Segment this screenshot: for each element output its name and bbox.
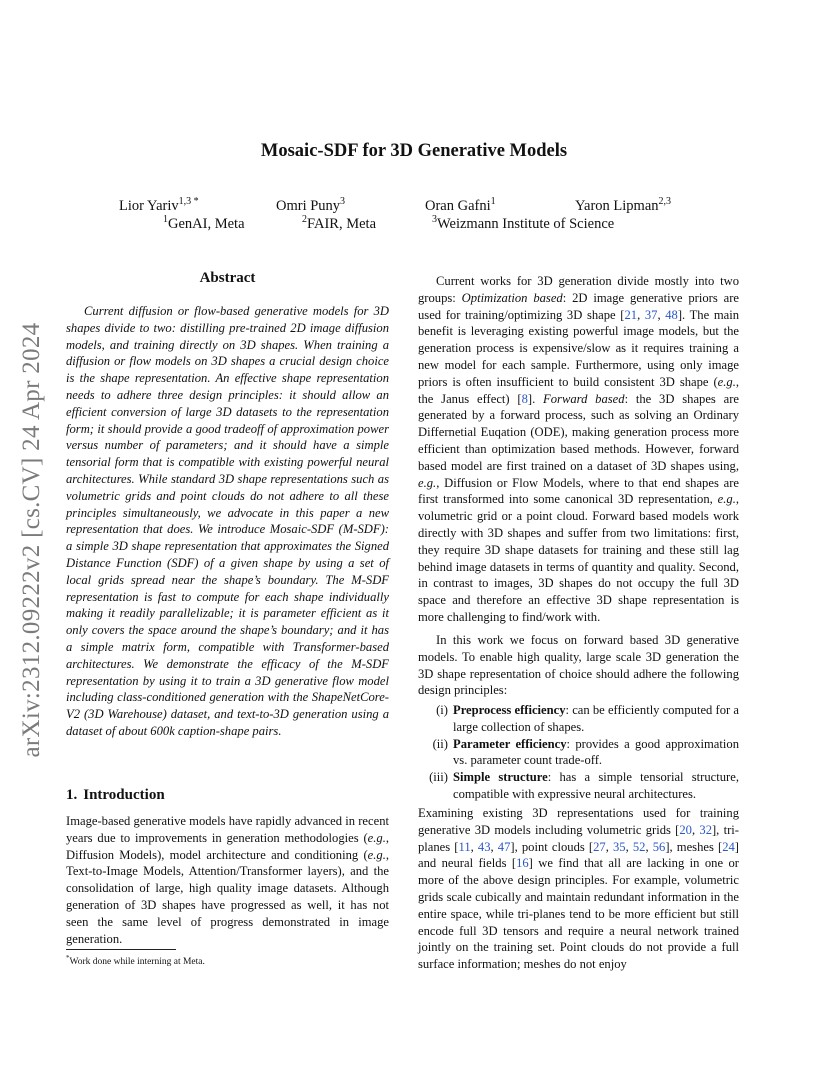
list-item: [418, 736, 739, 770]
citation-link[interactable]: 27: [593, 839, 606, 854]
affil-mark: 1: [163, 214, 168, 226]
section-number: 1.: [66, 787, 78, 803]
text-run: e.g.: [367, 830, 386, 845]
text-run: ]. The main benefit is leveraging existing powerful image models, but the generation process is expensive/slow as it requires training a new model for each sample. Furthermore, using only image priors is often insufficient to build consistent 3D shape (: [418, 307, 739, 389]
text-run: e.g.: [717, 492, 736, 507]
citation-link[interactable]: 11: [458, 839, 471, 854]
list-item: [418, 702, 739, 736]
text-run: ,: [645, 839, 653, 854]
footnote-text: Work done while interning at Meta.: [69, 957, 205, 968]
principle-desc: : can be efficiently computed for a large collection of shapes.: [453, 703, 739, 734]
affil-mark: 3: [432, 214, 437, 226]
citation-link[interactable]: 8: [521, 391, 528, 406]
list-text: [453, 736, 739, 770]
text-run: ] and neural fields [: [418, 839, 739, 871]
author-4: [575, 197, 671, 216]
author-affil-mark: 1,3 *: [178, 196, 199, 208]
citation-link[interactable]: 47: [497, 839, 511, 854]
text-run: , Text-to-Image Models, Attention/Transformer layers), and the consolidation of large, high quality image datasets. Although generation of 3D shapes have progressed as well, it has not seen the same level of progress demonstrated in image generation.: [66, 847, 389, 946]
right-paragraph-3: [418, 805, 739, 973]
citation-link[interactable]: 56: [652, 839, 666, 854]
text-run: Forward based: [543, 391, 625, 406]
list-item: [418, 769, 739, 803]
text-run: : 2D image generative priors are used for training/optimizing 3D shape [: [418, 290, 739, 322]
text-run: ].: [527, 391, 544, 406]
list-number: (ii): [432, 736, 448, 751]
author-affil-mark: 2,3: [658, 196, 672, 208]
author-name: Yaron Lipman: [575, 198, 659, 214]
right-paragraph-1: [418, 273, 739, 626]
right-paragraph-2: [418, 632, 739, 699]
citation-link[interactable]: 37: [644, 307, 658, 322]
text-run: ], meshes [: [665, 839, 723, 854]
affiliation-1: [163, 215, 245, 234]
citation-link[interactable]: 48: [665, 307, 678, 322]
text-run: ,: [657, 307, 666, 322]
section-heading-introduction: [66, 787, 165, 804]
citation-link[interactable]: 20: [679, 822, 692, 837]
author-name: Oran Gafni: [425, 198, 491, 214]
text-run: , the Janus effect) [: [418, 374, 739, 406]
text-run: ,: [470, 839, 478, 854]
text-run: , Diffusion or Flow Models, where to that end shapes are first transformed into some canonical 3D representation,: [418, 475, 739, 507]
principle-title: Preprocess efficiency: [453, 703, 566, 717]
paragraph: [418, 273, 739, 626]
author-affil-mark: 1: [490, 196, 496, 208]
author-2: [276, 197, 345, 216]
text-run: , Diffusion Models), model architecture and conditioning (: [66, 830, 389, 862]
design-principles-list: [418, 702, 739, 803]
text-run: e.g.: [717, 374, 736, 389]
affil-name: Weizmann Institute of Science: [437, 216, 615, 232]
intro-paragraph: [66, 813, 389, 947]
list-number: (iii): [429, 770, 448, 785]
affil-mark: 2: [302, 214, 307, 226]
author-name: Omri Puny: [276, 198, 341, 214]
citation-link[interactable]: 43: [477, 839, 491, 854]
text-run: e.g.: [367, 847, 386, 862]
author-1: [119, 197, 199, 216]
citation-link[interactable]: 16: [516, 856, 529, 871]
abstract-body: [66, 303, 389, 740]
citation-link[interactable]: 21: [624, 307, 638, 322]
affiliation-2: [302, 215, 376, 234]
principle-desc: : has a simple tensorial structure, compatible with expressive neural architectures.: [453, 770, 739, 801]
footnote-mark: *: [66, 954, 70, 962]
author-name: Lior Yariv: [119, 198, 179, 214]
text-run: ,: [637, 307, 645, 322]
citation-link[interactable]: 32: [699, 822, 712, 837]
text-run: Examining existing 3D representations used for training generative 3D models including volumetric grids [: [418, 806, 739, 837]
list-text: [453, 702, 739, 736]
text-run: e.g.: [418, 475, 437, 490]
abstract-heading: Abstract: [199, 270, 256, 286]
author-3: [425, 197, 496, 216]
author-affil-mark: 3: [340, 196, 346, 208]
citation-link[interactable]: 35: [612, 839, 626, 854]
list-number: (i): [436, 703, 448, 717]
paragraph: In this work we focus on forward based 3D generative models. To enable high quality, large scale 3D generation the 3D shape representation of choice should adhere the following design principles:: [418, 633, 739, 698]
paragraph: [418, 805, 739, 973]
list-text: [453, 769, 739, 803]
text-run: ], point clouds [: [510, 839, 594, 854]
abstract-text: Current diffusion or flow-based generative models for 3D shapes divide to two: distilling pre-trained 2D image diffusion models, and training directly on 3D shapes. When training a diffusion or flow models on 3D shapes a crucial design choice is the shape representation. An effective shape representation needs to adhere three design principles: it should allow an efficient conversion of large 3D datasets to the representation form; it should provide a good tradeoff of approximation power versus number of parameters; and it should have a simple tensorial form that is compatible with existing powerful neural architectures. While standard 3D shape representations such as volumetric grids and point clouds do not adhere to all these principles simultaneously, we advocate in this paper a new representation that does. We introduce Mosaic-SDF (M-SDF): a simple 3D shape representation that approximates the Signed Distance Function (SDF) of a given shape by using a set of local grids spread near the shape’s boundary. The M-SDF representation is fast to compute for each shape individually making it readily parallelizable; it is parameter efficient as it only covers the space around the shape’s boundary; and it has a simple matrix form, compatible with Transformer-based architectures. We demonstrate the efficacy of the M-SDF representation by using it to train a 3D generative flow model including class-conditioned generation with the ShapeNetCore-V2 (3D Warehouse) dataset, and text-to-3D generation using a dataset of about 600k caption-shape pairs.: [66, 304, 389, 738]
principle-title: Parameter efficiency: [453, 736, 567, 751]
text-run: ] we find that all are lacking in one or more of the above design principles. For example, volumetric grids scale cubically and maintain redundant information in the entire space, while tri-planes tend to be more efficient but still encode full 3D tensors and require a neural network trained jointly on the training set. Point clouds do not provide a full surface information; meshes do not enjoy: [418, 856, 739, 972]
text-run: Image-based generative models have rapidly advanced in recent years due to improvements in generation methodologies (: [66, 814, 389, 845]
text-run: ,: [490, 839, 498, 854]
text-run: ,: [625, 839, 633, 854]
affiliation-3: [432, 215, 614, 234]
arxiv-stamp-text: arXiv:2312.09222v2 [cs.CV] 24 Apr 2024: [18, 322, 45, 758]
principle-desc: : provides a good approximation vs. parameter count trade-off.: [453, 736, 739, 768]
section-title: Introduction: [83, 787, 165, 803]
affil-name: FAIR, Meta: [307, 216, 377, 232]
text-run: ,: [605, 839, 613, 854]
citation-link[interactable]: 52: [632, 839, 646, 854]
text-run: Current works for 3D generation divide mostly into two groups:: [418, 274, 739, 305]
principle-title: Simple structure: [453, 770, 548, 785]
text-run: ], tri-planes [: [418, 822, 739, 854]
arxiv-identifier: [18, 322, 46, 758]
footnote-rule: [66, 949, 176, 950]
footnote: [66, 952, 389, 968]
affil-name: GenAI, Meta: [168, 216, 245, 232]
paper-title: Mosaic-SDF for 3D Generative Models: [260, 141, 568, 161]
text-run: : the 3D shapes are generated by a forward process, such as solving an Ordinary Differnetial Euqation (ODE), making generation process more efficient than optimization based methods. However, forward based model are first trained on a dataset of 3D shapes using,: [418, 391, 739, 473]
text-run: , volumetric grid or a point cloud. Forward based models work directly with 3D shapes and suffer from two limitations: first, they require 3D shape datasets for training and these still lag behind image datasets in terms of quantity and quality. Second, in contrast to images, 3D shapes do not occupy the full 3D space and therefore an effective 3D shape representation is more challenging to find/work with.: [418, 492, 739, 624]
introduction-body: [66, 813, 389, 947]
text-run: Optimization based: [461, 290, 563, 305]
citation-link[interactable]: 24: [722, 839, 735, 854]
text-run: ,: [691, 822, 700, 837]
